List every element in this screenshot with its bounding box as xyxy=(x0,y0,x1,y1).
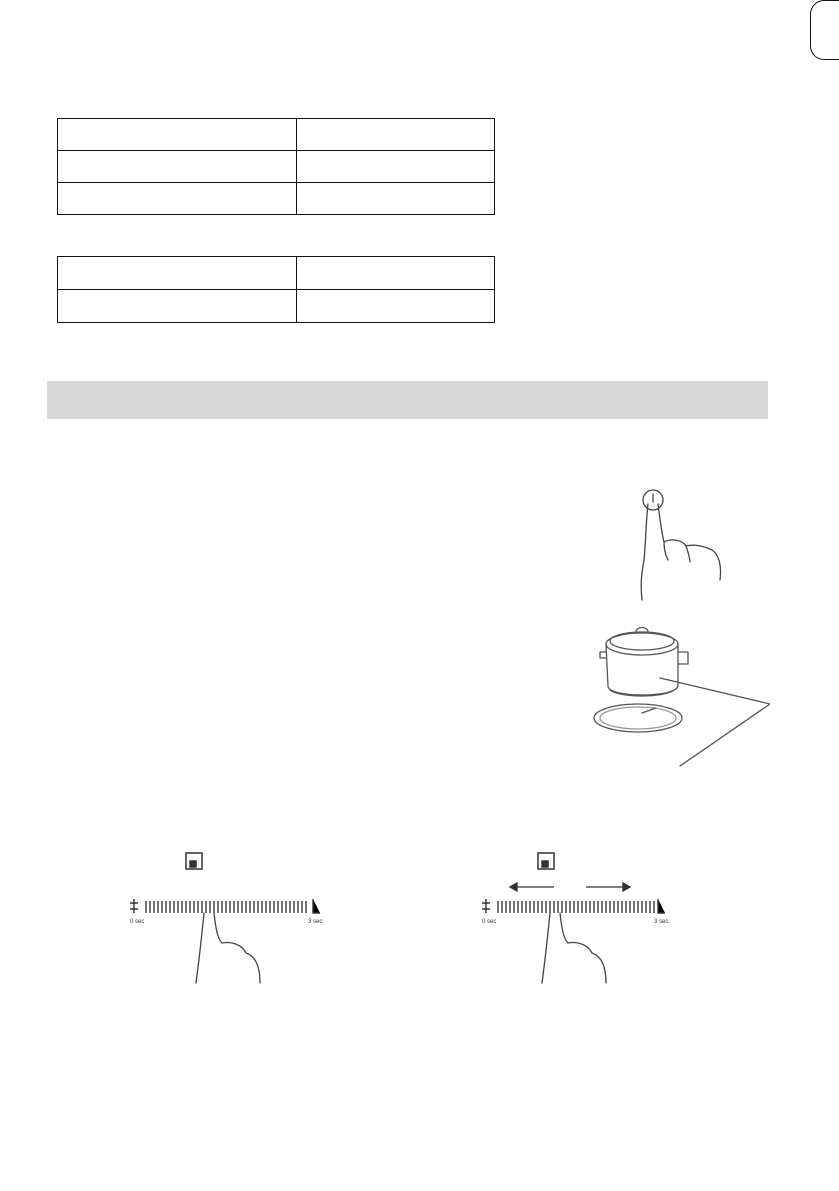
table-row xyxy=(58,151,495,183)
svg-text:0 sec: 0 sec xyxy=(482,919,497,925)
table-cell xyxy=(58,290,297,323)
spec-table-1 xyxy=(57,118,495,215)
svg-text:3 sec: 3 sec xyxy=(654,919,669,925)
table-cell xyxy=(297,290,495,323)
finger-touch-power-icon xyxy=(620,480,740,610)
table-cell xyxy=(297,183,495,215)
svg-text:0 sec: 0 sec xyxy=(130,919,145,925)
pot-on-cooking-zone-icon xyxy=(590,618,770,768)
slider-swipe-icon xyxy=(470,843,690,988)
table-cell xyxy=(58,183,297,215)
page-edge-tab xyxy=(810,0,839,60)
table-row xyxy=(58,119,495,151)
slider-tap-icon xyxy=(118,843,348,988)
table-cell xyxy=(58,151,297,183)
table-cell xyxy=(58,257,297,290)
table-cell xyxy=(297,257,495,290)
svg-text:3 sec: 3 sec xyxy=(308,919,323,925)
table-cell xyxy=(297,119,495,151)
table-row xyxy=(58,290,495,323)
table-row xyxy=(58,183,495,215)
table-cell xyxy=(58,119,297,151)
table-row xyxy=(58,257,495,290)
spec-table-2 xyxy=(57,256,495,323)
section-header-bar xyxy=(47,381,768,419)
table-cell xyxy=(297,151,495,183)
